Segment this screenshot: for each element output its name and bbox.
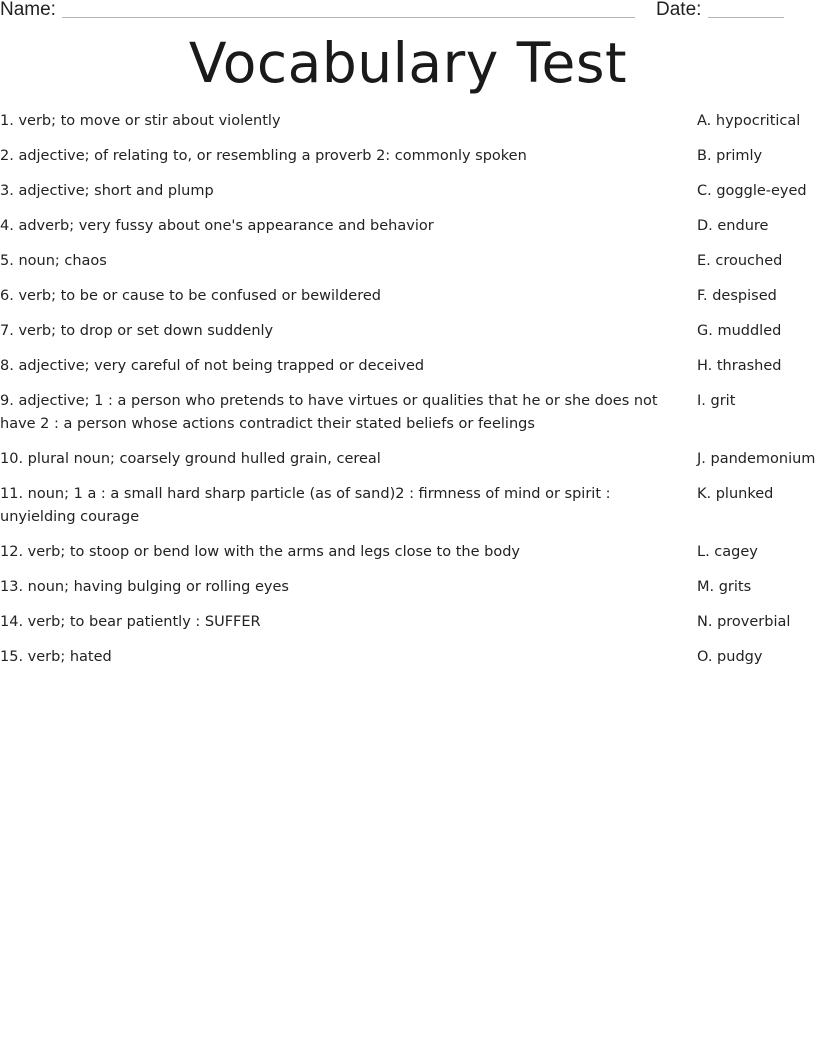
name-label: Name:: [0, 0, 56, 20]
answer-option: K. plunked: [697, 486, 774, 502]
question-item: 5. noun; chaos: [0, 253, 107, 269]
answer-option: C. goggle-eyed: [697, 183, 807, 199]
answer-option: G. muddled: [697, 323, 782, 339]
name-field-line: [62, 17, 635, 18]
question-item: 13. noun; having bulging or rolling eyes: [0, 579, 289, 595]
page-title: Vocabulary Test: [188, 31, 628, 95]
answer-option: J. pandemonium: [697, 451, 816, 467]
question-item: 7. verb; to drop or set down suddenly: [0, 323, 274, 339]
question-item: 14. verb; to bear patiently : SUFFER: [0, 614, 261, 630]
date-field-line: [708, 17, 784, 18]
answer-option: H. thrashed: [697, 358, 782, 374]
question-item: 4. adverb; very fussy about one's appearance and behavior: [0, 218, 434, 234]
answer-option: I. grit: [697, 393, 736, 409]
answer-option: M. grits: [697, 579, 752, 595]
question-item: 3. adjective; short and plump: [0, 183, 214, 199]
question-item: 2. adjective; of relating to, or resembling a proverb 2: commonly spoken: [0, 148, 527, 164]
date-label: Date:: [656, 0, 702, 20]
question-item: 6. verb; to be or cause to be confused or bewildered: [0, 288, 381, 304]
question-item: 15. verb; hated: [0, 649, 112, 665]
question-item: 8. adjective; very careful of not being trapped or deceived: [0, 358, 425, 374]
question-item: 9. adjective; 1 : a person who pretends to have virtues or qualities that he or she does not have 2 : a person whose actions contradict their stated beliefs or feelings: [0, 393, 658, 432]
question-item: 10. plural noun; coarsely ground hulled grain, cereal: [0, 451, 381, 467]
worksheet-header: [0, 0, 816, 26]
answer-option: B. primly: [697, 148, 763, 164]
answer-bank: [697, 110, 816, 681]
question-list: [0, 110, 670, 681]
answer-option: L. cagey: [697, 544, 758, 560]
answer-option: D. endure: [697, 218, 769, 234]
answer-option: O. pudgy: [697, 649, 763, 665]
question-item: 11. noun; 1 a : a small hard sharp particle (as of sand)2 : firmness of mind or spirit : unyielding courage: [0, 486, 611, 525]
answer-option: E. crouched: [697, 253, 783, 269]
answer-option: F. despised: [697, 288, 777, 304]
question-item: 1. verb; to move or stir about violently: [0, 113, 281, 129]
answer-option: A. hypocritical: [697, 113, 801, 129]
question-item: 12. verb; to stoop or bend low with the arms and legs close to the body: [0, 544, 520, 560]
answer-option: N. proverbial: [697, 614, 791, 630]
